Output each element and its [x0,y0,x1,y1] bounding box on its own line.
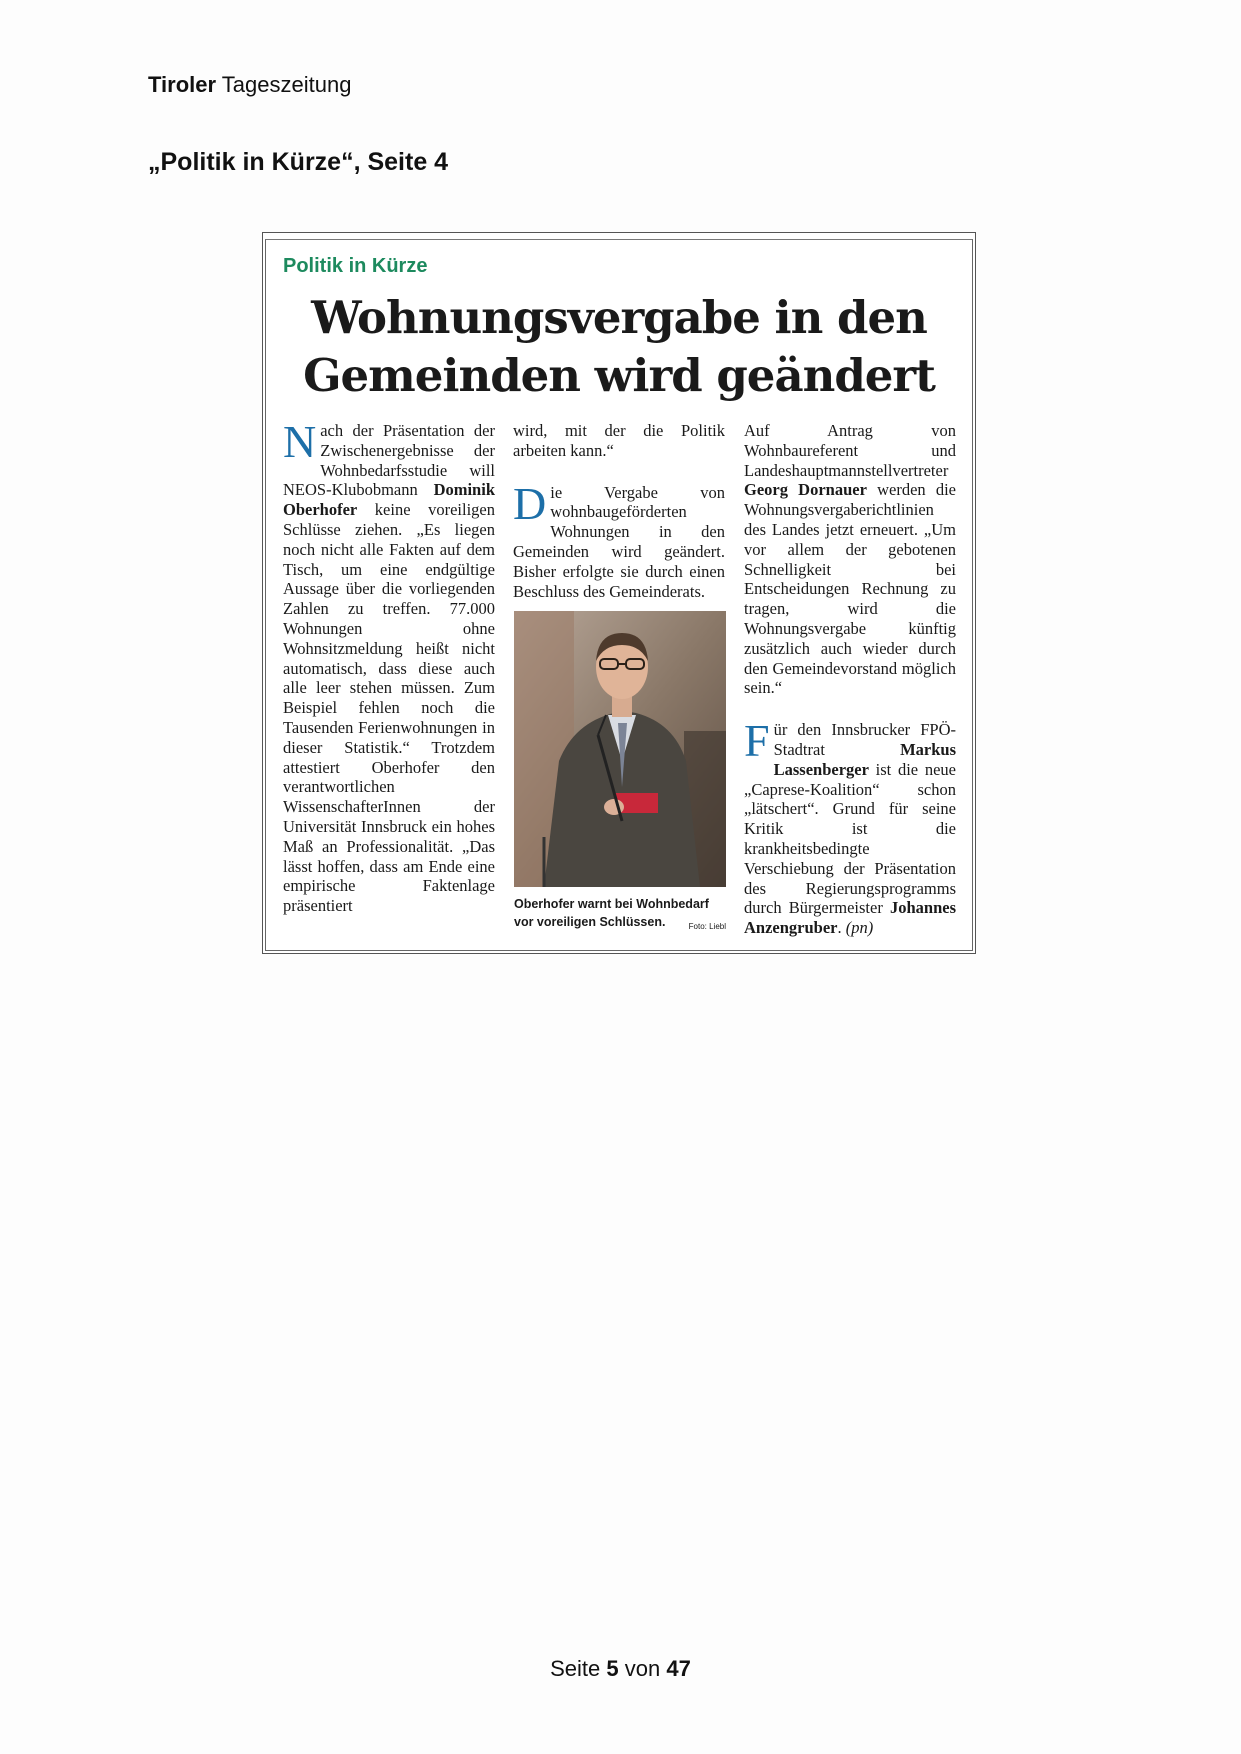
publication-name-rest: Tageszeitung [221,72,352,97]
footer-middle: von [624,1656,661,1681]
text: werden die Wohnungsvergaberichtlinien des Landes jetzt erneuert. „Um vor allem der gebotenen Schnelligkeit bei Entscheidungen Rechnung zu tragen, wird die Wohnungsvergabe künftig zusätzlich auch wieder durch den Gemeindevorstand möglich sein.“ [744,480,956,698]
current-page: 5 [606,1656,619,1681]
article-column-2 [513,421,725,601]
text: keine voreiligen Schlüsse ziehen. „Es liegen noch nicht alle Fakten auf dem Tisch, um eine endgültige Aussage über die vorliegenden Zahlen zu treffen. 77.000 Wohnungen ohne Wohnsitzmeldung heißt nicht automatisch, dass diese auch alle leer stehen müssen. Zum Beispiel fehlen noch die Tausenden Ferienwohnungen in dieser Statistik.“ Trotzdem attestiert Oberhofer den verantwortlichen WissenschafterInnen der Universität Innsbruck ein hohes Maß an Professionalität. „Das lässt hoffen, dass am Ende eine empirische Faktenlage präsentiert [283,500,495,916]
headline-line-2: Gemeinden wird geändert [303,349,935,402]
caption-text: Oberhofer warnt bei Wohnbedarf vor voreiligen Schlüssen. [514,897,709,929]
paragraph [513,477,725,602]
publication-name [148,72,351,98]
page-footer [0,1656,1241,1682]
rubric-label: Politik in Kürze [283,255,428,277]
dropcap: N [283,416,317,467]
article-column-1 [283,416,495,916]
photo-credit: Foto: Liebl [688,922,726,931]
text: ach der Präsentation der Zwischenergebnisse der Wohnbedarfsstudie will NEOS-Klubobmann [283,421,495,500]
text: ie Vergabe von wohnbaugeförderten Wohnungen in den Gemeinden wird geändert. Bisher erfolgte sie durch einen Beschluss des Gemeinderats. [513,482,725,601]
headline [263,289,975,405]
headline-line-1: Wohnungsvergabe in den [311,291,927,344]
total-pages: 47 [666,1656,691,1681]
publication-name-bold: Tiroler [148,72,217,97]
person-name: Dominik Oberhofer [283,480,495,520]
text: ür den Innsbrucker FPÖ-Stadtrat [773,720,956,759]
photo-caption [514,895,726,936]
person-name: Markus Lassenberger [773,739,956,779]
dropcap: F [744,715,770,767]
document-title: „Politik in Kürze“, Seite 4 [148,148,449,176]
author-signature: (pn) [845,918,874,938]
paragraph: wird, mit der die Politik arbeiten kann.“ [513,421,725,460]
newspaper-clipping [262,232,976,954]
photo-illustration [514,611,726,887]
text: Auf Antrag von Wohnbaureferent und Landeshauptmannstellvertreter [744,421,956,480]
paragraph [744,421,956,698]
person-name: Johannes Anzengruber [744,898,956,938]
article-column-3 [744,421,956,938]
article-photo [514,611,726,887]
person-name: Georg Dornauer [744,480,867,500]
text: ist die neue „Caprese-Koalition“ schon „lätschert“. Grund für seine Kritik ist die krankheitsbedingte Verschiebung der Präsentation des Regierungsprogramms durch Bürgermeister [744,759,956,918]
text: . [837,918,846,938]
footer-prefix: Seite [550,1656,601,1681]
paragraph [283,416,495,916]
paragraph [744,715,956,938]
dropcap: D [513,477,547,529]
